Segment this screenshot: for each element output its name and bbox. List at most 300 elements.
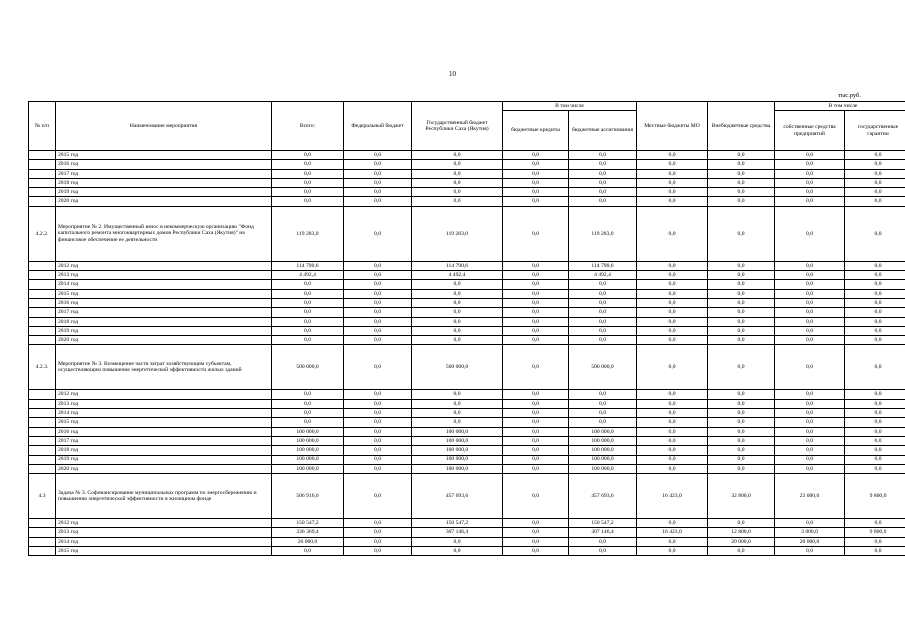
year-value-cell: 0,0 [708, 390, 775, 399]
year-value-cell: 0,0 [708, 436, 775, 445]
year-row [29, 436, 905, 445]
year-value-cell: 0,0 [344, 537, 412, 546]
year-value-cell: 0,0 [344, 336, 412, 345]
year-value-cell: 0,0 [775, 188, 845, 197]
measure-value-cell: 0,0 [344, 474, 412, 519]
year-value-cell: 100 000,0 [412, 436, 503, 445]
year-value-cell: 0,0 [637, 418, 708, 427]
measure-description: Мероприятие № 2. Имущественный взнос в некоммерческую организацию "Фонд капитального ремонта многоквартирных домов Республики Саха (Якутия)" на финансовое обеспечение ее деятельности [56, 206, 272, 261]
measure-index: 4.2.2. [29, 206, 56, 261]
year-value-cell: 0,0 [845, 188, 905, 197]
measure-value-cell: 119 283,0 [412, 206, 503, 261]
year-value-cell: 0,0 [344, 271, 412, 280]
year-label: 2018 год [56, 178, 272, 187]
year-value-cell: 0,0 [775, 399, 845, 408]
year-value-cell: 0,0 [344, 188, 412, 197]
year-value-cell: 0,0 [344, 280, 412, 289]
year-value-cell: 0,0 [845, 197, 905, 206]
year-value-cell: 0,0 [775, 436, 845, 445]
year-value-cell: 0,0 [272, 298, 344, 307]
year-row-index-cell [29, 399, 56, 408]
year-value-cell: 0,0 [637, 197, 708, 206]
year-value-cell: 0,0 [272, 289, 344, 298]
measure-value-cell: 32 800,0 [708, 474, 775, 519]
measure-description: Задача № 3. Софинансирование муниципальных программ по энергосбережению и повышению энергетической эффективности в жилищном фонде [56, 474, 272, 519]
year-label: 2020 год [56, 464, 272, 473]
year-value-cell: 0,0 [775, 336, 845, 345]
year-value-cell: 150 547,2 [272, 519, 344, 528]
year-label: 2012 год [56, 390, 272, 399]
year-value-cell: 0,0 [845, 464, 905, 473]
year-row-index-cell [29, 418, 56, 427]
year-row [29, 519, 905, 528]
year-value-cell: 0,0 [845, 399, 905, 408]
year-value-cell: 0,0 [503, 399, 569, 408]
year-value-cell: 0,0 [845, 418, 905, 427]
year-value-cell: 0,0 [637, 298, 708, 307]
year-row [29, 418, 905, 427]
year-value-cell: 0,0 [708, 427, 775, 436]
measure-index: 4.2.3. [29, 345, 56, 390]
year-value-cell: 0,0 [569, 280, 637, 289]
year-value-cell: 0,0 [272, 390, 344, 399]
measure-value-cell: 500 000,0 [569, 345, 637, 390]
year-value-cell: 0,0 [708, 151, 775, 160]
year-value-cell: 100 000,0 [272, 455, 344, 464]
year-value-cell: 0,0 [708, 188, 775, 197]
year-value-cell: 20 000,0 [775, 537, 845, 546]
year-label: 2018 год [56, 446, 272, 455]
measure-value-cell: 457 693,6 [569, 474, 637, 519]
year-value-cell: 0,0 [845, 261, 905, 270]
year-value-cell: 0,0 [637, 289, 708, 298]
year-value-cell: 0,0 [708, 289, 775, 298]
measure-value-cell: 0,0 [708, 345, 775, 390]
year-value-cell: 0,0 [845, 547, 905, 556]
year-value-cell: 0,0 [569, 151, 637, 160]
measure-value-cell: 0,0 [344, 206, 412, 261]
measure-value-cell: 500 000,0 [412, 345, 503, 390]
year-row [29, 528, 905, 537]
year-value-cell: 0,0 [503, 409, 569, 418]
year-value-cell: 0,0 [412, 280, 503, 289]
year-value-cell: 0,0 [272, 409, 344, 418]
year-value-cell: 0,0 [775, 160, 845, 169]
year-value-cell: 0,0 [412, 326, 503, 335]
year-label: 2015 год [56, 547, 272, 556]
year-row-index-cell [29, 261, 56, 270]
year-row [29, 537, 905, 546]
year-value-cell: 0,0 [344, 455, 412, 464]
year-value-cell: 0,0 [272, 178, 344, 187]
year-value-cell: 0,0 [708, 519, 775, 528]
year-value-cell: 0,0 [637, 151, 708, 160]
year-value-cell: 100 000,0 [412, 427, 503, 436]
measure-value-cell: 506 916,6 [272, 474, 344, 519]
year-value-cell: 150 547,2 [412, 519, 503, 528]
year-value-cell: 0,0 [637, 169, 708, 178]
year-row [29, 188, 905, 197]
header-total: Всего: [272, 102, 344, 151]
year-row [29, 427, 905, 436]
year-value-cell: 0,0 [845, 271, 905, 280]
year-row-index-cell [29, 336, 56, 345]
year-value-cell: 0,0 [503, 418, 569, 427]
year-value-cell: 0,0 [503, 547, 569, 556]
year-label: 2019 год [56, 326, 272, 335]
year-value-cell: 0,0 [845, 178, 905, 187]
year-label: 2017 год [56, 436, 272, 445]
year-value-cell: 0,0 [503, 455, 569, 464]
year-row [29, 336, 905, 345]
year-label: 2014 год [56, 537, 272, 546]
year-row [29, 308, 905, 317]
measure-value-cell: 23 000,0 [775, 474, 845, 519]
year-value-cell: 0,0 [637, 308, 708, 317]
measure-value-cell: 0,0 [637, 206, 708, 261]
year-value-cell: 100 000,0 [272, 436, 344, 445]
year-value-cell: 0,0 [412, 197, 503, 206]
year-value-cell: 0,0 [708, 298, 775, 307]
year-value-cell: 0,0 [775, 390, 845, 399]
year-value-cell: 0,0 [845, 455, 905, 464]
year-value-cell: 0,0 [775, 409, 845, 418]
year-value-cell: 0,0 [344, 399, 412, 408]
year-row [29, 289, 905, 298]
year-value-cell: 0,0 [344, 547, 412, 556]
year-value-cell: 0,0 [344, 178, 412, 187]
year-row-index-cell [29, 280, 56, 289]
year-value-cell: 4 492,4 [569, 271, 637, 280]
year-row-index-cell [29, 436, 56, 445]
year-value-cell: 0,0 [272, 308, 344, 317]
header-guarantees: государственные гарантии [845, 111, 905, 151]
year-value-cell: 0,0 [775, 418, 845, 427]
year-value-cell: 114 790,6 [412, 261, 503, 270]
year-value-cell: 0,0 [412, 336, 503, 345]
page-number: 10 [449, 70, 456, 78]
year-value-cell: 0,0 [503, 308, 569, 317]
measure-value-cell: 0,0 [775, 345, 845, 390]
year-label: 2018 год [56, 317, 272, 326]
year-value-cell: 0,0 [503, 261, 569, 270]
year-value-cell: 0,0 [775, 280, 845, 289]
year-value-cell: 0,0 [272, 326, 344, 335]
year-row [29, 261, 905, 270]
year-value-cell: 0,0 [412, 399, 503, 408]
year-value-cell: 0,0 [775, 317, 845, 326]
year-value-cell: 0,0 [569, 317, 637, 326]
year-row [29, 455, 905, 464]
header-federal: Федеральный бюджет [344, 102, 412, 151]
year-value-cell: 0,0 [845, 280, 905, 289]
year-row-index-cell [29, 547, 56, 556]
year-value-cell: 0,0 [412, 289, 503, 298]
year-label: 2017 год [56, 169, 272, 178]
year-value-cell: 100 000,0 [569, 427, 637, 436]
year-row-index-cell [29, 151, 56, 160]
year-row [29, 197, 905, 206]
year-value-cell: 0,0 [272, 151, 344, 160]
year-label: 2017 год [56, 308, 272, 317]
measure-value-cell: 0,0 [503, 206, 569, 261]
year-value-cell: 0,0 [412, 308, 503, 317]
year-value-cell: 0,0 [775, 169, 845, 178]
year-row [29, 390, 905, 399]
year-value-cell: 0,0 [344, 298, 412, 307]
year-value-cell: 100 000,0 [569, 446, 637, 455]
year-row [29, 280, 905, 289]
year-label: 2014 год [56, 280, 272, 289]
year-row-index-cell [29, 317, 56, 326]
year-value-cell: 0,0 [569, 537, 637, 546]
year-row [29, 409, 905, 418]
year-value-cell: 0,0 [708, 446, 775, 455]
year-value-cell: 0,0 [412, 151, 503, 160]
year-value-cell: 0,0 [503, 390, 569, 399]
year-value-cell: 0,0 [503, 178, 569, 187]
year-value-cell: 0,0 [272, 169, 344, 178]
year-row [29, 464, 905, 473]
year-value-cell: 0,0 [637, 455, 708, 464]
year-row-index-cell [29, 528, 56, 537]
measure-value-cell: 0,0 [503, 474, 569, 519]
year-value-cell: 0,0 [412, 390, 503, 399]
year-value-cell: 0,0 [412, 169, 503, 178]
year-value-cell: 0,0 [569, 336, 637, 345]
measure-value-cell: 0,0 [845, 206, 905, 261]
year-value-cell: 0,0 [775, 464, 845, 473]
year-label: 2016 год [56, 298, 272, 307]
measure-value-cell: 119 283,0 [569, 206, 637, 261]
year-value-cell: 0,0 [845, 308, 905, 317]
year-row-index-cell [29, 427, 56, 436]
year-value-cell: 4 492,4 [272, 271, 344, 280]
year-value-cell: 0,0 [708, 326, 775, 335]
year-value-cell: 0,0 [344, 390, 412, 399]
year-value-cell: 0,0 [637, 336, 708, 345]
year-value-cell: 0,0 [637, 436, 708, 445]
year-value-cell: 0,0 [845, 436, 905, 445]
year-value-cell: 100 000,0 [272, 446, 344, 455]
year-value-cell: 0,0 [708, 271, 775, 280]
year-value-cell: 0,0 [344, 528, 412, 537]
table-body [29, 151, 905, 556]
year-value-cell: 0,0 [775, 308, 845, 317]
year-label: 2014 год [56, 409, 272, 418]
year-value-cell: 0,0 [845, 390, 905, 399]
year-label: 2015 год [56, 289, 272, 298]
year-value-cell: 0,0 [845, 289, 905, 298]
year-value-cell: 0,0 [708, 418, 775, 427]
year-value-cell: 100 000,0 [412, 446, 503, 455]
year-value-cell: 0,0 [845, 427, 905, 436]
year-value-cell: 150 547,2 [569, 519, 637, 528]
year-value-cell: 0,0 [708, 280, 775, 289]
year-row-index-cell [29, 409, 56, 418]
year-value-cell: 0,0 [272, 399, 344, 408]
year-value-cell: 100 000,0 [272, 464, 344, 473]
header-name: Наименование мероприятия [56, 102, 272, 151]
year-value-cell: 0,0 [503, 160, 569, 169]
year-value-cell: 0,0 [503, 326, 569, 335]
year-value-cell: 0,0 [412, 298, 503, 307]
year-value-cell: 0,0 [775, 197, 845, 206]
year-value-cell: 0,0 [569, 178, 637, 187]
year-label: 2020 год [56, 336, 272, 345]
year-value-cell: 9 800,0 [845, 528, 905, 537]
year-row [29, 547, 905, 556]
year-value-cell: 0,0 [412, 418, 503, 427]
year-value-cell: 0,0 [845, 317, 905, 326]
measure-row [29, 206, 905, 261]
year-value-cell: 0,0 [569, 308, 637, 317]
year-value-cell: 0,0 [344, 169, 412, 178]
measure-value-cell: 0,0 [637, 345, 708, 390]
year-value-cell: 0,0 [569, 326, 637, 335]
year-value-cell: 0,0 [344, 308, 412, 317]
year-value-cell: 0,0 [344, 317, 412, 326]
year-value-cell: 0,0 [845, 409, 905, 418]
year-label: 2019 год [56, 455, 272, 464]
year-value-cell: 100 000,0 [272, 427, 344, 436]
header-incl-1: В том числе [503, 102, 637, 111]
year-value-cell: 100 000,0 [569, 455, 637, 464]
year-value-cell: 0,0 [503, 436, 569, 445]
year-value-cell: 0,0 [344, 418, 412, 427]
year-value-cell: 0,0 [344, 427, 412, 436]
year-value-cell: 0,0 [775, 178, 845, 187]
measure-index: 4.3 [29, 474, 56, 519]
budget-table [28, 101, 905, 556]
measure-value-cell: 0,0 [708, 206, 775, 261]
year-value-cell: 0,0 [344, 464, 412, 473]
year-value-cell: 0,0 [845, 160, 905, 169]
year-value-cell: 0,0 [845, 326, 905, 335]
year-value-cell: 3 000,0 [775, 528, 845, 537]
year-value-cell: 0,0 [775, 446, 845, 455]
header-state: Государственный бюджет Республики Саха (Якутия) [412, 102, 503, 151]
year-value-cell: 0,0 [845, 298, 905, 307]
year-value-cell: 0,0 [503, 427, 569, 436]
year-row-index-cell [29, 271, 56, 280]
year-value-cell: 0,0 [637, 446, 708, 455]
year-value-cell: 0,0 [637, 326, 708, 335]
year-row-index-cell [29, 326, 56, 335]
year-value-cell: 0,0 [503, 289, 569, 298]
year-value-cell: 0,0 [637, 188, 708, 197]
year-value-cell: 0,0 [637, 390, 708, 399]
year-value-cell: 0,0 [708, 409, 775, 418]
year-value-cell: 0,0 [569, 169, 637, 178]
year-value-cell: 0,0 [637, 317, 708, 326]
year-label: 2019 год [56, 188, 272, 197]
year-row [29, 169, 905, 178]
year-row-index-cell [29, 537, 56, 546]
year-row [29, 271, 905, 280]
year-value-cell: 0,0 [272, 547, 344, 556]
measure-row [29, 345, 905, 390]
measure-row [29, 474, 905, 519]
year-label: 2015 год [56, 418, 272, 427]
year-value-cell: 0,0 [344, 436, 412, 445]
year-value-cell: 0,0 [708, 317, 775, 326]
year-value-cell: 336 369,4 [272, 528, 344, 537]
header-extra: Внебюджетные средства [708, 102, 775, 151]
year-value-cell: 307 146,4 [412, 528, 503, 537]
year-row [29, 160, 905, 169]
year-label: 2016 год [56, 160, 272, 169]
year-value-cell: 4 492,4 [412, 271, 503, 280]
year-value-cell: 0,0 [637, 519, 708, 528]
measure-value-cell: 0,0 [845, 345, 905, 390]
year-value-cell: 0,0 [569, 390, 637, 399]
year-value-cell: 0,0 [503, 446, 569, 455]
year-value-cell: 0,0 [344, 409, 412, 418]
year-value-cell: 0,0 [272, 160, 344, 169]
year-value-cell: 0,0 [845, 169, 905, 178]
year-value-cell: 0,0 [503, 151, 569, 160]
measure-value-cell: 0,0 [775, 206, 845, 261]
year-label: 2013 год [56, 528, 272, 537]
year-value-cell: 0,0 [569, 160, 637, 169]
year-value-cell: 0,0 [569, 298, 637, 307]
year-value-cell: 0,0 [503, 188, 569, 197]
year-label: 2013 год [56, 399, 272, 408]
year-row-index-cell [29, 188, 56, 197]
year-row-index-cell [29, 169, 56, 178]
year-label: 2012 год [56, 261, 272, 270]
year-label: 2013 год [56, 271, 272, 280]
year-row [29, 178, 905, 187]
year-value-cell: 100 000,0 [569, 464, 637, 473]
year-value-cell: 0,0 [503, 528, 569, 537]
year-value-cell: 0,0 [775, 326, 845, 335]
year-value-cell: 0,0 [503, 317, 569, 326]
year-value-cell: 0,0 [775, 427, 845, 436]
year-value-cell: 0,0 [344, 151, 412, 160]
year-value-cell: 0,0 [708, 178, 775, 187]
year-value-cell: 0,0 [637, 409, 708, 418]
year-value-cell: 0,0 [344, 446, 412, 455]
year-value-cell: 0,0 [503, 298, 569, 307]
year-value-cell: 0,0 [708, 261, 775, 270]
year-label: 2015 год [56, 151, 272, 160]
year-value-cell: 307 146,4 [569, 528, 637, 537]
year-row-index-cell [29, 464, 56, 473]
year-label: 2020 год [56, 197, 272, 206]
year-value-cell: 0,0 [708, 547, 775, 556]
year-value-cell: 0,0 [775, 519, 845, 528]
year-value-cell: 114 790,6 [272, 261, 344, 270]
table-header [29, 102, 905, 151]
units-label: тыс.руб. [838, 92, 861, 99]
year-row [29, 298, 905, 307]
year-label: 2012 год [56, 519, 272, 528]
year-value-cell: 0,0 [272, 280, 344, 289]
year-row-index-cell [29, 298, 56, 307]
year-row-index-cell [29, 160, 56, 169]
year-value-cell: 0,0 [503, 519, 569, 528]
year-value-cell: 0,0 [637, 280, 708, 289]
year-value-cell: 0,0 [344, 160, 412, 169]
year-value-cell: 0,0 [412, 547, 503, 556]
year-row [29, 399, 905, 408]
year-value-cell: 0,0 [569, 197, 637, 206]
year-value-cell: 0,0 [637, 464, 708, 473]
year-row-index-cell [29, 455, 56, 464]
year-value-cell: 0,0 [637, 547, 708, 556]
